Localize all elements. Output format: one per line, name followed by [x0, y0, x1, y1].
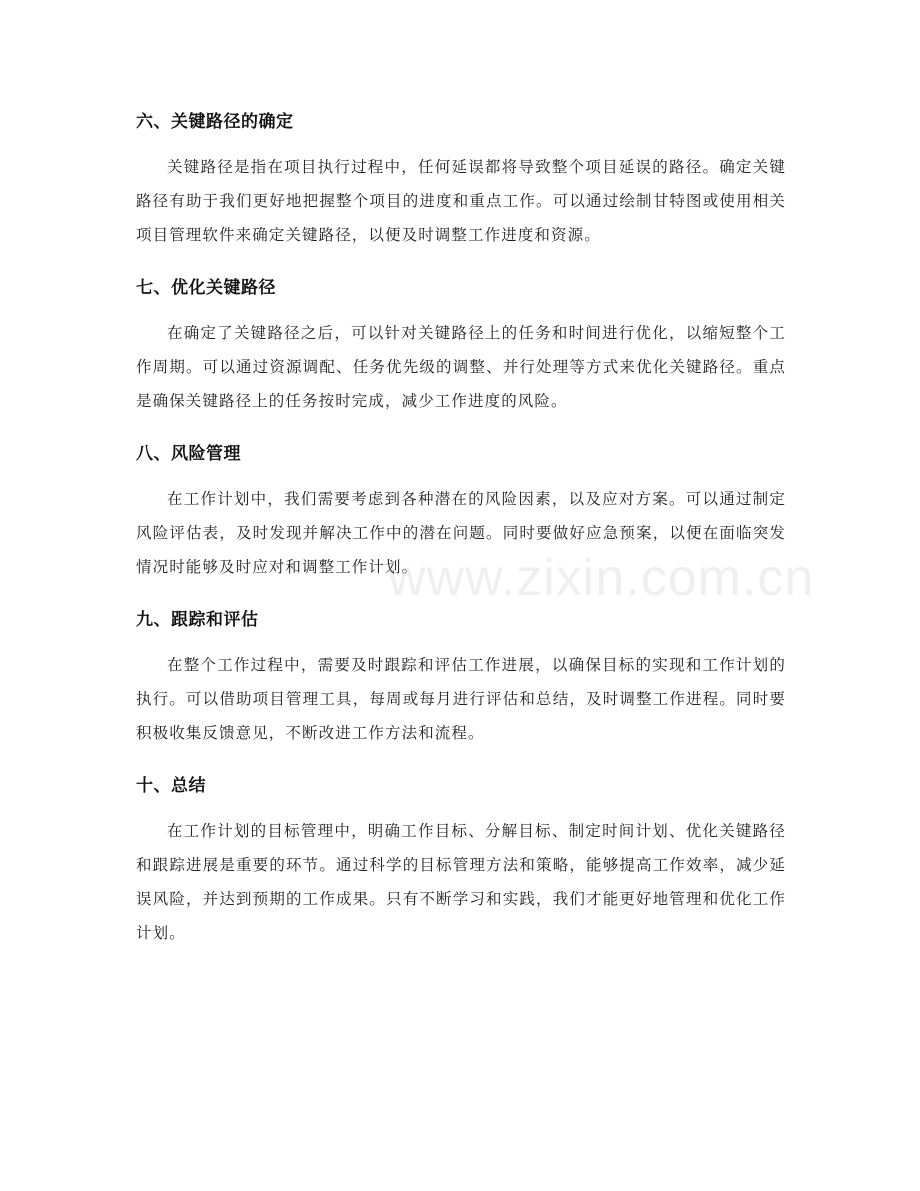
document-content	[136, 104, 786, 968]
section-heading: 七、优化关键路径	[136, 278, 276, 298]
section-paragraph: 在整个工作过程中，需要及时跟踪和评估工作进展，以确保目标的实现和工作计划的执行。可以借助项目管理工具，每周或每月进行评估和总结，及时调整工作进程。同时要积极收集反馈意见，不断改进工作方法和流程。	[136, 656, 786, 742]
section-heading: 九、跟踪和评估	[136, 610, 259, 630]
section-paragraph: 在工作计划的目标管理中，明确工作目标、分解目标、制定时间计划、优化关键路径和跟踪进展是重要的环节。通过科学的目标管理方法和策略，能够提高工作效率，减少延误风险，并达到预期的工作成果。只有不断学习和实践，我们才能更好地管理和优化工作计划。	[136, 822, 786, 942]
section-heading: 六、关键路径的确定	[136, 112, 294, 132]
watermark: www.zixin.com.cn	[388, 549, 815, 607]
section-paragraph: 关键路径是指在项目执行过程中，任何延误都将导致整个项目延误的路径。确定关键路径有助于我们更好地把握整个项目的进度和重点工作。可以通过绘制甘特图或使用相关项目管理软件来确定关键路径，以便及时调整工作进度和资源。	[136, 158, 786, 244]
section-heading: 十、总结	[136, 776, 206, 796]
section-paragraph: 在工作计划中，我们需要考虑到各种潜在的风险因素，以及应对方案。可以通过制定风险评估表，及时发现并解决工作中的潜在问题。同时要做好应急预案，以便在面临突发情况时能够及时应对和调整工作计划。	[136, 490, 786, 576]
section-heading: 八、风险管理	[136, 444, 241, 464]
section-summary	[136, 768, 786, 950]
section-tracking	[136, 602, 786, 750]
section-optimize-path	[136, 270, 786, 418]
section-risk-management	[136, 436, 786, 584]
section-paragraph: 在确定了关键路径之后，可以针对关键路径上的任务和时间进行优化，以缩短整个工作周期。可以通过资源调配、任务优先级的调整、并行处理等方式来优化关键路径。重点是确保关键路径上的任务按时完成，减少工作进度的风险。	[136, 324, 786, 410]
section-critical-path	[136, 104, 786, 252]
